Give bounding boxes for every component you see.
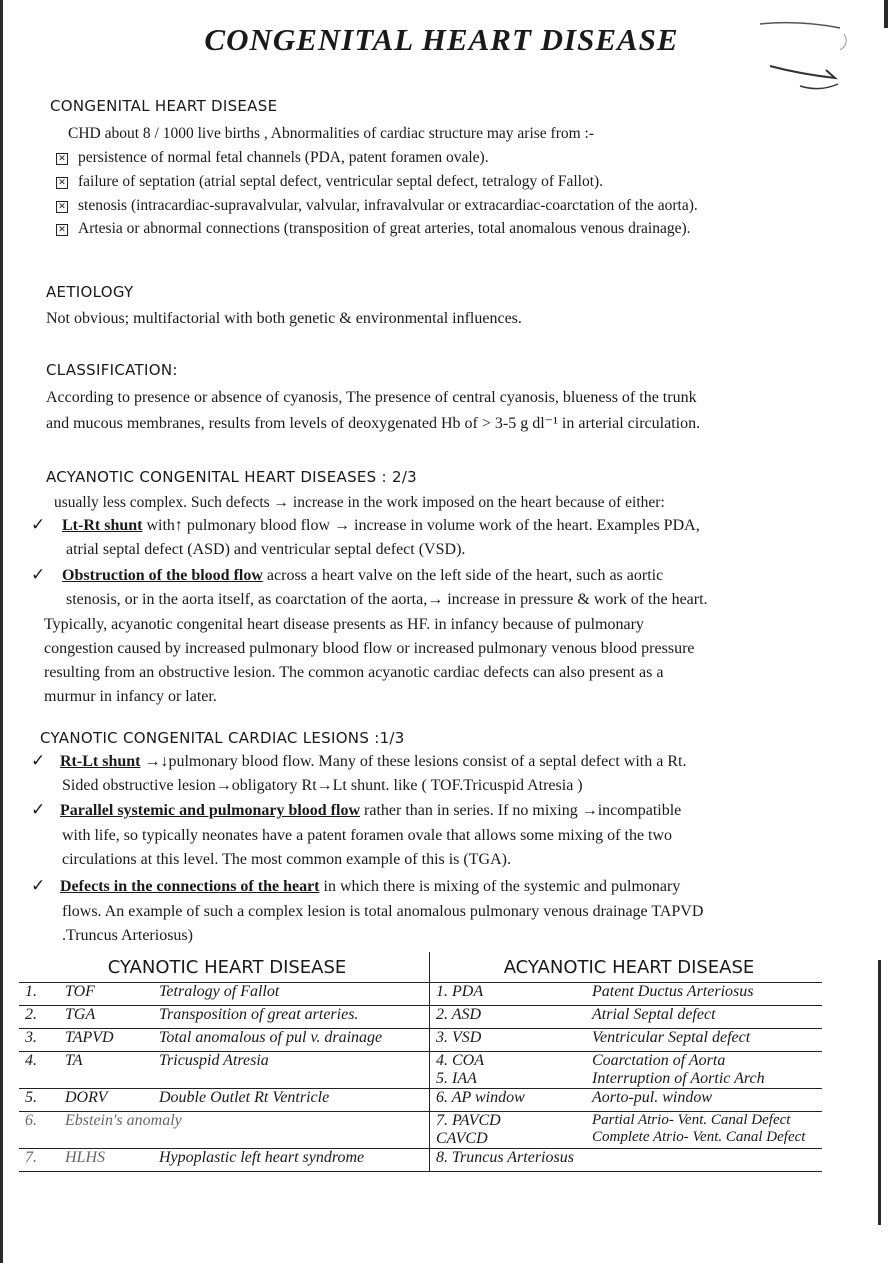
classification-line: According to presence or absence of cyanosis, The presence of central cyanosis, blueness of the trunk <box>46 389 697 406</box>
checkbox-icon: ✕ <box>56 153 68 165</box>
table-row: 1. TOF Tetralogy of Fallot 1. PDA Patent Ductus Arteriosus <box>19 983 822 1006</box>
checkmark-icon: ✓ <box>31 751 46 771</box>
section-heading-acyanotic: ACYANOTIC CONGENITAL HEART DISEASES : 2/3 <box>46 468 418 486</box>
comparison-table <box>19 952 822 1172</box>
aetiology-text: Not obvious; multifactorial with both genetic & environmental influences. <box>46 310 522 327</box>
checkbox-icon: ✕ <box>56 177 68 189</box>
intro-bullet: ✕ stenosis (intracardiac-supravalvular, valvular, infravalvular or extracardiac-coarctation of the aorta). <box>56 197 698 215</box>
checkmark-icon: ✓ <box>31 876 46 896</box>
scan-edge-left <box>0 0 3 1263</box>
acyanotic-paragraph: Typically, acyanotic congenital heart disease presents as HF. in infancy because of pulmonary <box>44 616 644 633</box>
table-row: 4. TA Tricuspid Atresia 4. COA 5. IAA Coarctation of Aorta Interruption of Aortic Arch <box>19 1052 822 1089</box>
section-heading-classification: CLASSIFICATION: <box>46 361 178 379</box>
cyanotic-item-line: Sided obstructive lesion→obligatory Rt→Lt shunt. like ( TOF.Tricuspid Atresia ) <box>62 777 583 794</box>
acyanotic-lead: usually less complex. Such defects → increase in the work imposed on the heart because of either: <box>54 494 665 511</box>
cyanotic-item-line: circulations at this level. The most common example of this is (TGA). <box>62 851 511 868</box>
table-row: 6. Ebstein's anomaly 7. PAVCD CAVCD Partial Atrio- Vent. Canal Defect Complete Atrio- Vent. Canal Defect <box>19 1112 822 1149</box>
intro-bullet: ✕ failure of septation (atrial septal defect, ventricular septal defect, tetralogy of Fallot). <box>56 173 603 191</box>
checkmark-icon: ✓ <box>31 565 46 585</box>
cyanotic-item-line: .Truncus Arteriosus) <box>62 927 193 944</box>
acyanotic-item: Lt-Rt shunt with↑ pulmonary blood flow → increase in volume work of the heart. Examples PDA, <box>62 517 700 534</box>
checkbox-icon: ✕ <box>56 201 68 213</box>
cyanotic-item: Defects in the connections of the heart in which there is mixing of the systemic and pulmonary <box>60 878 681 895</box>
scan-edge-right <box>878 960 881 1225</box>
page-title: CONGENITAL HEART DISEASE <box>204 22 679 57</box>
cyanotic-item-line: with life, so typically neonates have a patent foramen ovale that allows some mixing of the two <box>62 827 673 844</box>
section-heading-chd: CONGENITAL HEART DISEASE <box>50 97 278 115</box>
classification-line: and mucous membranes, results from levels of deoxygenated Hb of > 3-5 g dl⁻¹ in arterial circulation. <box>46 415 701 432</box>
acyanotic-item-line: atrial septal defect (ASD) and ventricular septal defect (VSD). <box>66 541 466 558</box>
section-heading-cyanotic: CYANOTIC CONGENITAL CARDIAC LESIONS :1/3 <box>40 729 405 747</box>
acyanotic-paragraph: resulting from an obstructive lesion. The common acyanotic cardiac defects can also present as a <box>44 664 664 681</box>
table-row: 2. TGA Transposition of great arteries. 2. ASD Atrial Septal defect <box>19 1006 822 1029</box>
cyanotic-item: Parallel systemic and pulmonary blood flow rather than in series. If no mixing →incompatible <box>60 802 682 819</box>
table-header-acyanotic: ACYANOTIC HEART DISEASE <box>430 952 823 983</box>
cyanotic-item: Rt-Lt shunt →↓pulmonary blood flow. Many of these lesions consist of a septal defect with a Rt. <box>60 753 687 770</box>
acyanotic-paragraph: congestion caused by increased pulmonary blood flow or increased pulmonary venous blood pressure <box>44 640 695 657</box>
table-header-cyanotic: CYANOTIC HEART DISEASE <box>19 952 430 983</box>
checkmark-icon: ✓ <box>31 515 46 535</box>
intro-bullet: ✕ persistence of normal fetal channels (PDA, patent foramen ovale). <box>56 149 489 167</box>
intro-lead: CHD about 8 / 1000 live births , Abnormalities of cardiac structure may arise from :- <box>68 125 595 142</box>
acyanotic-paragraph: murmur in infancy or later. <box>44 688 217 705</box>
table-row: 3. TAPVD Total anomalous of pul v. drainage 3. VSD Ventricular Septal defect <box>19 1029 822 1052</box>
table-row: 5. DORV Double Outlet Rt Ventricle 6. AP window Aorto-pul. window <box>19 1089 822 1112</box>
table-row: 7. HLHS Hypoplastic left heart syndrome 8. Truncus Arteriosus <box>19 1149 822 1172</box>
acyanotic-item-line: stenosis, or in the aorta itself, as coarctation of the aorta,→ increase in pressure & work of the heart. <box>66 591 708 608</box>
checkmark-icon: ✓ <box>31 800 46 820</box>
section-heading-aetiology: AETIOLOGY <box>46 283 134 301</box>
checkbox-icon: ✕ <box>56 224 68 236</box>
acyanotic-item: Obstruction of the blood flow across a heart valve on the left side of the heart, such as aortic <box>62 567 664 584</box>
cyanotic-item-line: flows. An example of such a complex lesion is total anomalous pulmonary venous drainage TAPVD <box>62 903 704 920</box>
intro-bullet: ✕ Artesia or abnormal connections (transposition of great arteries, total anomalous venous drainage). <box>56 220 691 238</box>
